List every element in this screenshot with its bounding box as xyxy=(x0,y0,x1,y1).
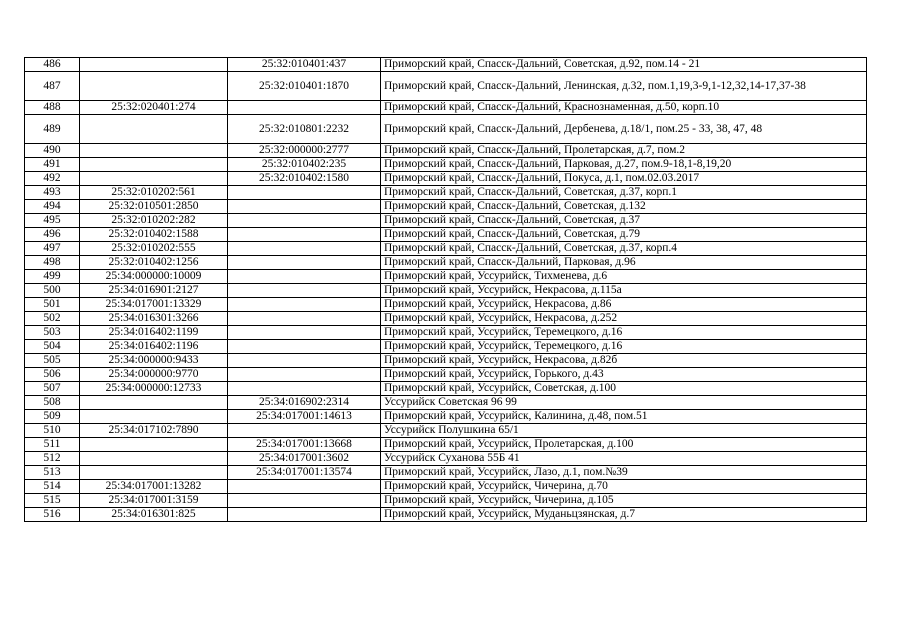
cadastral-number-cell-a: 25:32:010501:2850 xyxy=(80,200,228,214)
cadastral-number-cell-b xyxy=(228,494,381,508)
table-row xyxy=(25,186,867,200)
row-number-cell: 513 xyxy=(25,466,80,480)
cadastral-number-cell-a xyxy=(80,72,228,101)
address-cell: Уссурийск Советская 96 99 xyxy=(381,396,867,410)
row-number-cell: 508 xyxy=(25,396,80,410)
table-row xyxy=(25,172,867,186)
address-cell: Приморский край, Уссурийск, Тихменева, д.6 xyxy=(381,270,867,284)
table-row xyxy=(25,354,867,368)
row-number-cell: 491 xyxy=(25,158,80,172)
address-cell: Приморский край, Уссурийск, Теремецкого, д.16 xyxy=(381,326,867,340)
cadastral-number-cell-b xyxy=(228,101,381,115)
row-number-cell: 493 xyxy=(25,186,80,200)
cadastral-number-cell-b xyxy=(228,284,381,298)
row-number-cell: 492 xyxy=(25,172,80,186)
row-number-cell: 490 xyxy=(25,144,80,158)
cadastral-number-cell-a: 25:34:017001:3159 xyxy=(80,494,228,508)
address-cell: Приморский край, Спасск-Дальний, Дербенева, д.18/1, пом.25 - 33, 38, 47, 48 xyxy=(381,115,867,144)
cadastral-number-cell-a: 25:32:010202:561 xyxy=(80,186,228,200)
table-row xyxy=(25,242,867,256)
table-row xyxy=(25,58,867,72)
address-cell: Уссурийск Полушкина 65/1 xyxy=(381,424,867,438)
cadastral-number-cell-a: 25:34:000000:9770 xyxy=(80,368,228,382)
row-number-cell: 510 xyxy=(25,424,80,438)
table-row xyxy=(25,284,867,298)
row-number-cell: 511 xyxy=(25,438,80,452)
row-number-cell: 512 xyxy=(25,452,80,466)
row-number-cell: 514 xyxy=(25,480,80,494)
row-number-cell: 507 xyxy=(25,382,80,396)
cadastral-number-cell-b: 25:32:000000:2777 xyxy=(228,144,381,158)
cadastral-number-cell-a xyxy=(80,144,228,158)
address-cell: Приморский край, Спасск-Дальний, Советская, д.37, корп.4 xyxy=(381,242,867,256)
address-cell: Приморский край, Спасск-Дальний, Парковая, д.27, пом.9-18,1-8,19,20 xyxy=(381,158,867,172)
table-row xyxy=(25,368,867,382)
table-row xyxy=(25,101,867,115)
table-row xyxy=(25,424,867,438)
row-number-cell: 486 xyxy=(25,58,80,72)
row-number-cell: 487 xyxy=(25,72,80,101)
address-cell: Приморский край, Спасск-Дальний, Советская, д.79 xyxy=(381,228,867,242)
table-row xyxy=(25,298,867,312)
table-row xyxy=(25,396,867,410)
table-row xyxy=(25,494,867,508)
cadastral-number-cell-a: 25:34:016301:3266 xyxy=(80,312,228,326)
address-cell: Приморский край, Уссурийск, Некрасова, д.115а xyxy=(381,284,867,298)
cadastral-number-cell-a: 25:32:010202:555 xyxy=(80,242,228,256)
cadastral-number-cell-b xyxy=(228,508,381,522)
cadastral-number-cell-b xyxy=(228,480,381,494)
row-number-cell: 502 xyxy=(25,312,80,326)
address-cell: Приморский край, Уссурийск, Пролетарская, д.100 xyxy=(381,438,867,452)
cadastral-number-cell-a: 25:34:000000:9433 xyxy=(80,354,228,368)
address-cell: Приморский край, Уссурийск, Калинина, д.48, пом.51 xyxy=(381,410,867,424)
address-cell: Приморский край, Уссурийск, Некрасова, д.86 xyxy=(381,298,867,312)
table-row xyxy=(25,466,867,480)
table-row xyxy=(25,214,867,228)
cadastral-number-cell-a xyxy=(80,466,228,480)
row-number-cell: 499 xyxy=(25,270,80,284)
cadastral-number-cell-b xyxy=(228,214,381,228)
cadastral-number-cell-a: 25:34:000000:12733 xyxy=(80,382,228,396)
row-number-cell: 505 xyxy=(25,354,80,368)
address-cell: Приморский край, Уссурийск, Советская, д.100 xyxy=(381,382,867,396)
cadastral-number-cell-b xyxy=(228,326,381,340)
cadastral-number-cell-b xyxy=(228,270,381,284)
cadastral-number-cell-b: 25:34:017001:13574 xyxy=(228,466,381,480)
cadastral-number-cell-a: 25:34:016901:2127 xyxy=(80,284,228,298)
row-number-cell: 496 xyxy=(25,228,80,242)
cadastral-number-cell-b: 25:32:010801:2232 xyxy=(228,115,381,144)
row-number-cell: 498 xyxy=(25,256,80,270)
row-number-cell: 494 xyxy=(25,200,80,214)
cadastral-number-cell-a: 25:34:017102:7890 xyxy=(80,424,228,438)
cadastral-number-cell-a: 25:34:017001:13282 xyxy=(80,480,228,494)
row-number-cell: 516 xyxy=(25,508,80,522)
cadastral-number-cell-b xyxy=(228,368,381,382)
table-row xyxy=(25,228,867,242)
cadastral-number-cell-a: 25:32:010402:1588 xyxy=(80,228,228,242)
cadastral-number-cell-b xyxy=(228,200,381,214)
cadastral-number-cell-a xyxy=(80,396,228,410)
table-row xyxy=(25,158,867,172)
table-row xyxy=(25,382,867,396)
table-row xyxy=(25,115,867,144)
row-number-cell: 503 xyxy=(25,326,80,340)
table-row xyxy=(25,312,867,326)
address-cell: Приморский край, Спасск-Дальний, Советская, д.37, корп.1 xyxy=(381,186,867,200)
address-cell: Приморский край, Спасск-Дальний, Пролетарская, д.7, пом.2 xyxy=(381,144,867,158)
address-cell: Приморский край, Уссурийск, Чичерина, д.105 xyxy=(381,494,867,508)
table-row xyxy=(25,508,867,522)
cadastral-number-cell-b xyxy=(228,340,381,354)
address-cell: Приморский край, Уссурийск, Лазо, д.1, пом.№39 xyxy=(381,466,867,480)
cadastral-number-cell-a xyxy=(80,410,228,424)
cadastral-number-cell-a: 25:32:010402:1256 xyxy=(80,256,228,270)
row-number-cell: 488 xyxy=(25,101,80,115)
table-row xyxy=(25,144,867,158)
cadastral-number-cell-b: 25:32:010401:1870 xyxy=(228,72,381,101)
cadastral-number-cell-a: 25:32:010202:282 xyxy=(80,214,228,228)
cadastral-number-cell-b: 25:34:017001:14613 xyxy=(228,410,381,424)
table-row xyxy=(25,452,867,466)
cadastral-number-cell-b: 25:34:017001:3602 xyxy=(228,452,381,466)
address-cell: Приморский край, Спасск-Дальний, Советская, д.132 xyxy=(381,200,867,214)
address-cell: Приморский край, Спасск-Дальний, Советская, д.92, пом.14 - 21 xyxy=(381,58,867,72)
table-row xyxy=(25,200,867,214)
cadastral-number-cell-a: 25:34:016402:1196 xyxy=(80,340,228,354)
address-cell: Приморский край, Спасск-Дальний, Ленинская, д.32, пом.1,19,3-9,1-12,32,14-17,37-38 xyxy=(381,72,867,101)
address-cell: Приморский край, Уссурийск, Муданьцзянская, д.7 xyxy=(381,508,867,522)
address-cell: Приморский край, Уссурийск, Чичерина, д.70 xyxy=(381,480,867,494)
row-number-cell: 504 xyxy=(25,340,80,354)
address-cell: Приморский край, Спасск-Дальний, Покуса, д.1, пом.02.03.2017 xyxy=(381,172,867,186)
address-cell: Приморский край, Спасск-Дальний, Советская, д.37 xyxy=(381,214,867,228)
row-number-cell: 497 xyxy=(25,242,80,256)
cadastral-number-cell-a xyxy=(80,58,228,72)
cadastral-number-cell-b xyxy=(228,354,381,368)
cadastral-number-cell-b: 25:34:016902:2314 xyxy=(228,396,381,410)
cadastral-number-cell-b xyxy=(228,256,381,270)
cadastral-number-cell-a xyxy=(80,452,228,466)
cadastral-number-cell-a: 25:34:017001:13329 xyxy=(80,298,228,312)
row-number-cell: 495 xyxy=(25,214,80,228)
table-row xyxy=(25,72,867,101)
cadastral-number-cell-a xyxy=(80,172,228,186)
table-row xyxy=(25,256,867,270)
cadastral-number-cell-a: 25:34:016402:1199 xyxy=(80,326,228,340)
row-number-cell: 501 xyxy=(25,298,80,312)
property-registry-table xyxy=(24,57,867,522)
address-cell: Приморский край, Спасск-Дальний, Краснознаменная, д.50, корп.10 xyxy=(381,101,867,115)
cadastral-number-cell-b: 25:34:017001:13668 xyxy=(228,438,381,452)
cadastral-number-cell-b xyxy=(228,382,381,396)
registry-table-body xyxy=(25,58,867,522)
address-cell: Приморский край, Уссурийск, Некрасова, д.252 xyxy=(381,312,867,326)
cadastral-number-cell-a: 25:34:000000:10009 xyxy=(80,270,228,284)
row-number-cell: 500 xyxy=(25,284,80,298)
row-number-cell: 509 xyxy=(25,410,80,424)
address-cell: Приморский край, Уссурийск, Некрасова, д.82б xyxy=(381,354,867,368)
cadastral-number-cell-b: 25:32:010401:437 xyxy=(228,58,381,72)
table-row xyxy=(25,410,867,424)
row-number-cell: 515 xyxy=(25,494,80,508)
table-row xyxy=(25,326,867,340)
table-row xyxy=(25,480,867,494)
table-row xyxy=(25,438,867,452)
address-cell: Приморский край, Спасск-Дальний, Парковая, д.96 xyxy=(381,256,867,270)
table-row xyxy=(25,340,867,354)
cadastral-number-cell-b: 25:32:010402:1580 xyxy=(228,172,381,186)
cadastral-number-cell-b xyxy=(228,186,381,200)
cadastral-number-cell-a xyxy=(80,115,228,144)
cadastral-number-cell-a: 25:32:020401:274 xyxy=(80,101,228,115)
address-cell: Приморский край, Уссурийск, Теремецкого, д.16 xyxy=(381,340,867,354)
cadastral-number-cell-a xyxy=(80,158,228,172)
cadastral-number-cell-b xyxy=(228,298,381,312)
cadastral-number-cell-b xyxy=(228,242,381,256)
cadastral-number-cell-b xyxy=(228,312,381,326)
row-number-cell: 489 xyxy=(25,115,80,144)
row-number-cell: 506 xyxy=(25,368,80,382)
address-cell: Уссурийск Суханова 55Б 41 xyxy=(381,452,867,466)
cadastral-number-cell-a xyxy=(80,438,228,452)
cadastral-number-cell-a: 25:34:016301:825 xyxy=(80,508,228,522)
cadastral-number-cell-b: 25:32:010402:235 xyxy=(228,158,381,172)
table-row xyxy=(25,270,867,284)
cadastral-number-cell-b xyxy=(228,424,381,438)
address-cell: Приморский край, Уссурийск, Горького, д.43 xyxy=(381,368,867,382)
cadastral-number-cell-b xyxy=(228,228,381,242)
